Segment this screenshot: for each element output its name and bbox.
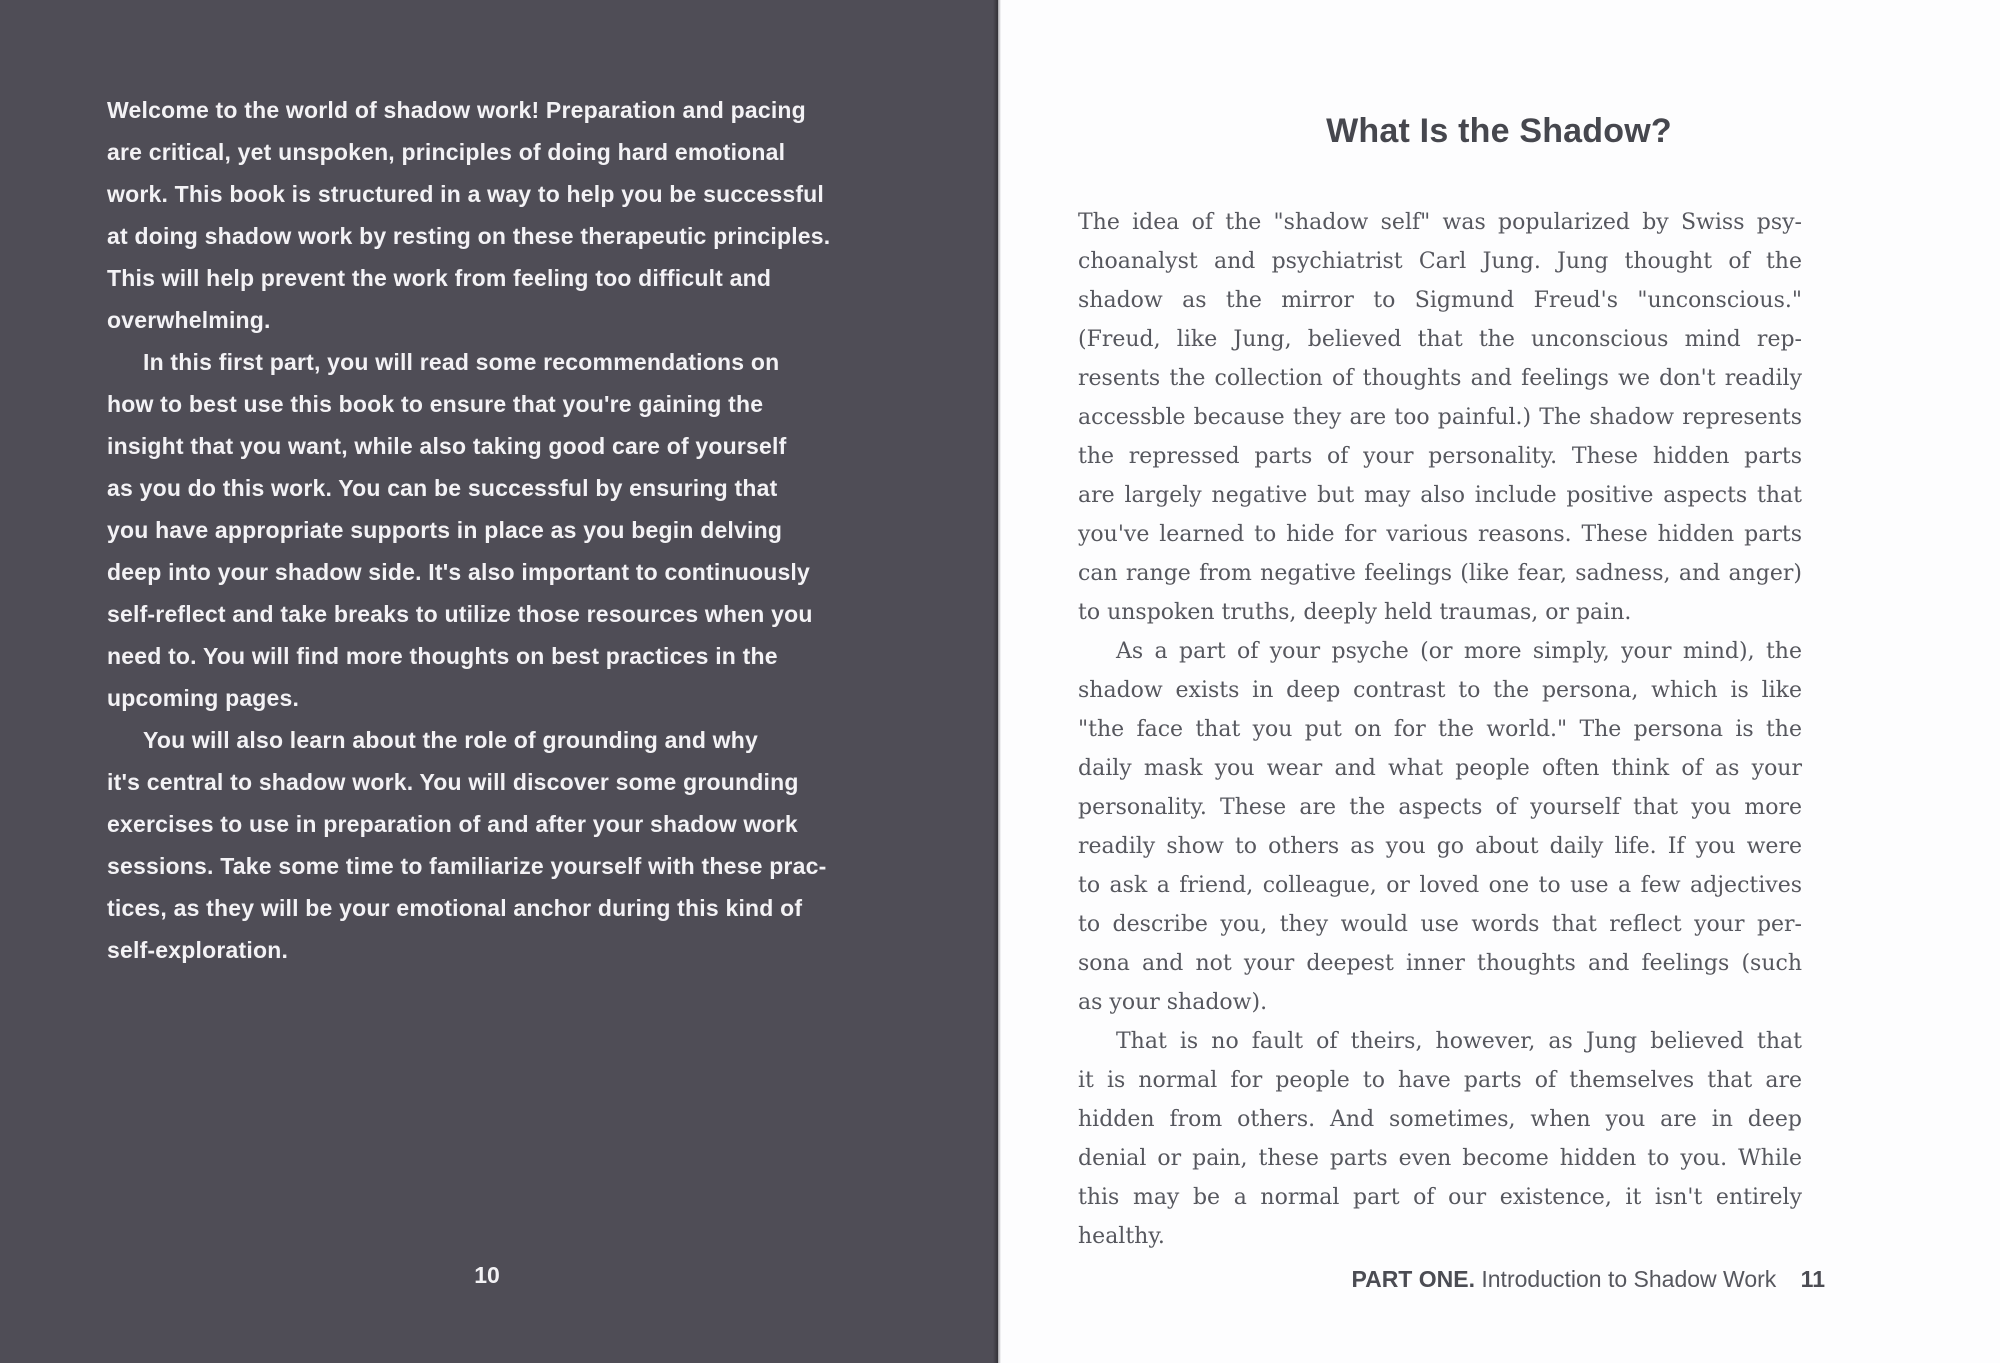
text-line: are critical, yet unspoken, principles of doing hard emotional: [107, 139, 786, 165]
text-line: can range from negative feelings (like fear, sadness, and anger): [1078, 561, 1802, 586]
text-line: sona and not your deepest inner thoughts and feelings (such: [1078, 951, 1802, 976]
text-line: personality. These are the aspects of yourself that you more: [1078, 795, 1802, 820]
text-line: choanalyst and psychiatrist Carl Jung. Jung thought of the: [1078, 249, 1802, 274]
text-line: (Freud, like Jung, believed that the unconscious mind rep-: [1078, 327, 1802, 352]
text-line: resents the collection of thoughts and feelings we don't readily: [1078, 366, 1802, 391]
paragraph: [1078, 632, 1802, 1022]
text-line: as you do this work. You can be successful by ensuring that: [107, 475, 778, 501]
text-line: healthy.: [1078, 1224, 1165, 1249]
right-page-number: 11: [1800, 1266, 1825, 1292]
running-footer: [1351, 1266, 1825, 1293]
text-line: the repressed parts of your personality. These hidden parts: [1078, 444, 1802, 469]
text-line: daily mask you wear and what people often think of as your: [1078, 756, 1802, 781]
paragraph: [107, 719, 867, 971]
left-page: [0, 0, 998, 1363]
text-line: hidden from others. And sometimes, when you are in deep: [1078, 1107, 1802, 1132]
text-line: to unspoken truths, deeply held traumas, or pain.: [1078, 600, 1632, 625]
text-line: it's central to shadow work. You will discover some grounding: [107, 769, 799, 795]
text-line: deep into your shadow side. It's also important to continuously: [107, 559, 811, 585]
text-line: sessions. Take some time to familiarize yourself with these prac-: [107, 853, 827, 879]
text-line: shadow as the mirror to Sigmund Freud's "unconscious.": [1078, 288, 1802, 313]
text-line: are largely negative but may also include positive aspects that: [1078, 483, 1802, 508]
spine-edge: [998, 0, 1001, 1363]
text-line: exercises to use in preparation of and after your shadow work: [107, 811, 798, 837]
text-line: need to. You will find more thoughts on best practices in the: [107, 643, 778, 669]
text-line: as your shadow).: [1078, 990, 1268, 1015]
text-line: Welcome to the world of shadow work! Preparation and pacing: [107, 97, 806, 123]
right-page-text-block: [1078, 203, 1802, 1256]
left-page-number: 10: [474, 1262, 500, 1288]
footer-part-title: [1481, 1266, 1776, 1292]
paragraph: [107, 341, 867, 719]
text-line: tices, as they will be your emotional anchor during this kind of: [107, 895, 803, 921]
footer-part-label: PART ONE.: [1351, 1266, 1475, 1292]
text-line: This will help prevent the work from feeling too difficult and: [107, 265, 772, 291]
left-page-text-block: [107, 89, 867, 971]
paragraph: [1078, 1022, 1802, 1256]
text-line: The idea of the "shadow self" was popularized by Swiss psy-: [1078, 210, 1802, 235]
paragraph: [107, 89, 867, 341]
right-page: [998, 0, 2000, 1363]
text-line: you have appropriate supports in place as you begin delving: [107, 517, 783, 543]
text-line: In this first part, you will read some recommendations on: [143, 349, 780, 375]
text-line: That is no fault of theirs, however, as Jung believed that: [1116, 1029, 1802, 1054]
text-line: self-reflect and take breaks to utilize those resources when you: [107, 601, 813, 627]
text-line: how to best use this book to ensure that you're gaining the: [107, 391, 764, 417]
text-line: you've learned to hide for various reasons. These hidden parts: [1078, 522, 1802, 547]
text-line: accessble because they are too painful.) The shadow represents: [1078, 405, 1802, 430]
text-line: to ask a friend, colleague, or loved one to use a few adjectives: [1078, 873, 1802, 898]
paragraph: [1078, 203, 1802, 632]
text-line: this may be a normal part of our existence, it isn't entirely: [1078, 1185, 1802, 1210]
text-line: shadow exists in deep contrast to the persona, which is like: [1078, 678, 1802, 703]
text-line: self-exploration.: [107, 937, 289, 963]
text-line: denial or pain, these parts even become hidden to you. While: [1078, 1146, 1802, 1171]
text-line: at doing shadow work by resting on these therapeutic principles.: [107, 223, 831, 249]
text-line: As a part of your psyche (or more simply, your mind), the: [1116, 639, 1802, 664]
text-line: readily show to others as you go about daily life. If you were: [1078, 834, 1802, 859]
text-line: You will also learn about the role of grounding and why: [143, 727, 758, 753]
text-line: to describe you, they would use words that reflect your per-: [1078, 912, 1802, 937]
text-line: work. This book is structured in a way to help you be successful: [107, 181, 825, 207]
text-line: insight that you want, while also taking good care of yourself: [107, 433, 787, 459]
text-line: overwhelming.: [107, 307, 271, 333]
chapter-heading: What Is the Shadow?: [1326, 112, 1672, 150]
text-line: it is normal for people to have parts of themselves that are: [1078, 1068, 1802, 1093]
footer-part-title-text: Introduction to Shadow Work: [1481, 1266, 1777, 1292]
text-line: upcoming pages.: [107, 685, 300, 711]
text-line: "the face that you put on for the world." The persona is the: [1078, 717, 1802, 742]
